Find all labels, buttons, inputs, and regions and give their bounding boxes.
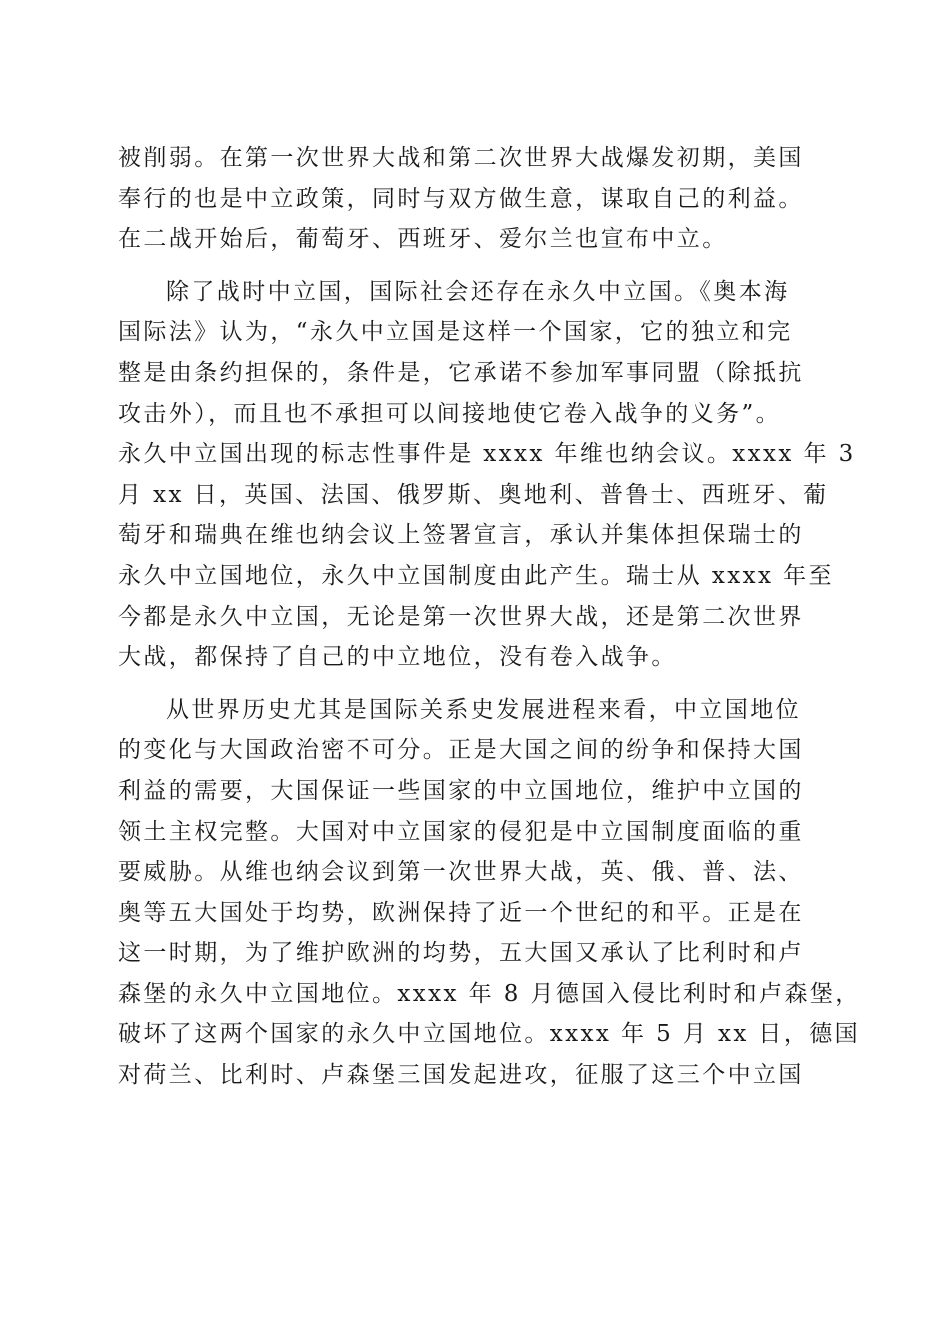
text-line: 破坏了这两个国家的永久中立国地位。xxxx 年 5 月 xx 日，德国: [118, 1021, 861, 1048]
text-line: 攻击外），而且也不承担可以间接地使它卷入战争的义务”。: [118, 400, 782, 427]
text-line: 月 xx 日，英国、法国、俄罗斯、奥地利、普鲁士、西班牙、葡: [118, 481, 829, 508]
text-line: 森堡的永久中立国地位。xxxx 年 8 月德国入侵比利时和卢森堡，: [118, 980, 861, 1007]
text-line: 今都是永久中立国，无论是第一次世界大战，还是第二次世界: [118, 603, 804, 630]
paragraph-2: [118, 272, 856, 678]
text-line: 的变化与大国政治密不可分。正是大国之间的纷争和保持大国: [118, 737, 804, 764]
text-line: 在二战开始后，葡萄牙、西班牙、爱尔兰也宣布中立。: [118, 226, 728, 253]
paragraph-1: [118, 138, 838, 260]
text-line: 领土主权完整。大国对中立国家的侵犯是中立国制度面临的重: [118, 818, 804, 845]
text-line: 奥等五大国处于均势，欧洲保持了近一个世纪的和平。正是在: [118, 899, 804, 926]
paragraph-3: [118, 690, 861, 1096]
text-line: 永久中立国地位，永久中立国制度由此产生。瑞士从 xxxx 年至: [118, 562, 834, 589]
text-line: 除了战时中立国，国际社会还存在永久中立国。《奥本海: [166, 278, 790, 305]
text-line: 奉行的也是中立政策，同时与双方做生意，谋取自己的利益。: [118, 185, 804, 212]
text-line: 从世界历史尤其是国际关系史发展进程来看，中立国地位: [166, 696, 801, 723]
paragraph-gap: [118, 260, 838, 272]
text-line: 国际法》认为，“永久中立国是这样一个国家，它的独立和完: [118, 319, 793, 346]
text-line: 利益的需要，大国保证一些国家的中立国地位，维护中立国的: [118, 777, 804, 804]
text-line: 被削弱。在第一次世界大战和第二次世界大战爆发初期，美国: [118, 145, 804, 171]
text-line: 要威胁。从维也纳会议到第一次世界大战，英、俄、普、法、: [118, 859, 804, 886]
document-body: [118, 138, 861, 1096]
paragraph-gap: [118, 678, 838, 690]
text-line: 萄牙和瑞典在维也纳会议上签署宣言，承认并集体担保瑞士的: [118, 522, 804, 549]
text-line: 对荷兰、比利时、卢森堡三国发起进攻，征服了这三个中立国: [118, 1062, 804, 1089]
text-line: 这一时期，为了维护欧洲的均势，五大国又承认了比利时和卢: [118, 940, 804, 967]
text-line: 大战，都保持了自己的中立地位，没有卷入战争。: [118, 644, 677, 671]
text-line: 永久中立国出现的标志性事件是 xxxx 年维也纳会议。xxxx 年 3: [118, 441, 856, 468]
text-line: 整是由条约担保的，条件是，它承诺不参加军事同盟（除抵抗: [118, 359, 804, 386]
